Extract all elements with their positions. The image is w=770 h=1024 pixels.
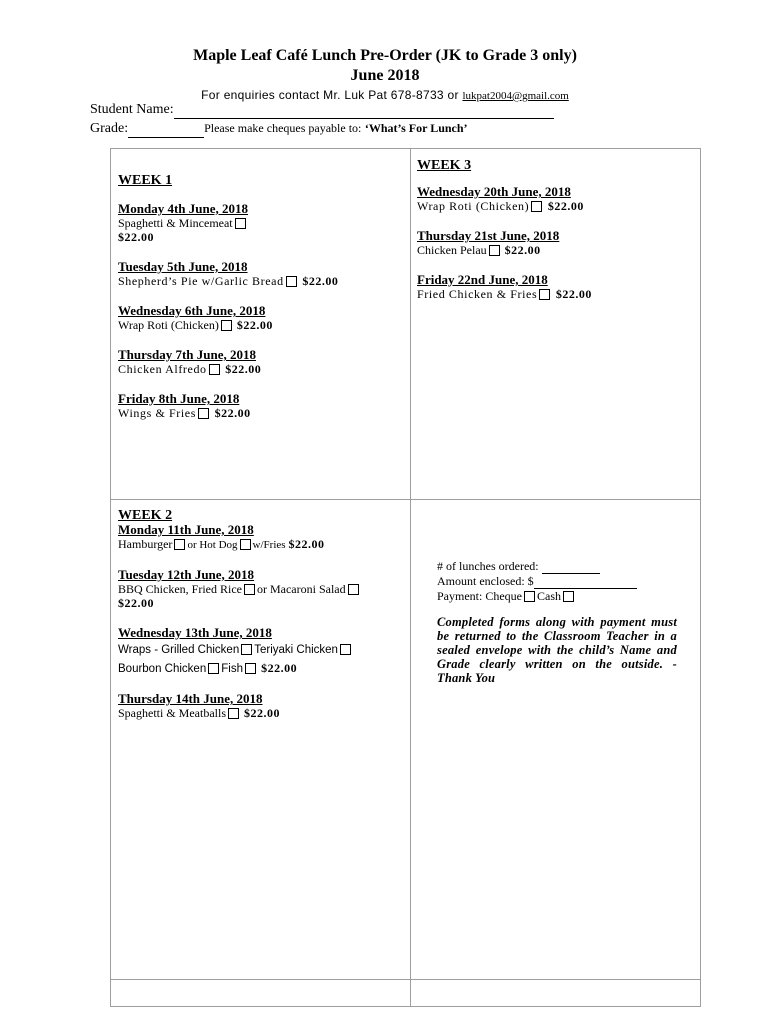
price: $22.00 bbox=[555, 287, 592, 301]
menu-table bbox=[110, 148, 701, 1007]
price: $22.00 bbox=[261, 661, 298, 675]
menu-item: Wraps - Grilled Chicken bbox=[118, 644, 240, 656]
week2-wednesday bbox=[118, 626, 403, 676]
week1-cell bbox=[118, 174, 403, 436]
return-instructions: Completed forms along with payment must be returned to the Classroom Teacher in a sealed envelope with the child’s Name and Grade clearly written on the outside. - Thank You bbox=[437, 615, 677, 685]
payee-name: ‘What’s For Lunch’ bbox=[364, 121, 468, 135]
order-checkbox[interactable] bbox=[208, 663, 219, 674]
lunches-ordered-label: # of lunches ordered: bbox=[437, 559, 539, 573]
order-checkbox[interactable] bbox=[228, 708, 239, 719]
menu-item: Wrap Roti (Chicken) bbox=[417, 199, 530, 213]
week3-title: WEEK 3 bbox=[417, 158, 472, 173]
lunches-ordered-field[interactable] bbox=[542, 559, 600, 574]
price: $22.00 bbox=[243, 706, 280, 720]
cheque-instruction: Please make cheques payable to: bbox=[204, 121, 362, 135]
cheque-checkbox[interactable] bbox=[524, 591, 535, 602]
order-checkbox[interactable] bbox=[489, 245, 500, 256]
week2-monday bbox=[118, 523, 403, 552]
row-divider bbox=[111, 499, 700, 500]
day-date: Wednesday 20th June, 2018 bbox=[417, 184, 571, 199]
form-title: Maple Leaf Café Lunch Pre-Order (JK to Grade 3 only) bbox=[193, 47, 577, 64]
payment-label: Payment: Cheque bbox=[437, 589, 522, 603]
price: $22.00 bbox=[214, 406, 251, 420]
order-checkbox[interactable] bbox=[235, 218, 246, 229]
day-date: Tuesday 5th June, 2018 bbox=[118, 259, 248, 274]
contact-email: lukpat2004@gmail.com bbox=[462, 90, 569, 102]
price: $22.00 bbox=[288, 537, 325, 551]
week2-title: WEEK 2 bbox=[118, 508, 173, 523]
student-name-line bbox=[90, 102, 554, 119]
week3-cell bbox=[417, 159, 697, 317]
menu-item: Fish bbox=[221, 663, 243, 675]
order-checkbox[interactable] bbox=[340, 644, 351, 655]
amount-enclosed-field[interactable] bbox=[534, 574, 637, 589]
week1-wednesday bbox=[118, 304, 403, 332]
week1-friday bbox=[118, 392, 403, 420]
price: $22.00 bbox=[302, 274, 339, 288]
menu-item: Spaghetti & Meatballs bbox=[118, 706, 226, 720]
menu-item: Shepherd’s Pie w/Garlic Bread bbox=[118, 274, 284, 288]
order-checkbox[interactable] bbox=[286, 276, 297, 287]
day-date: Thursday 7th June, 2018 bbox=[118, 347, 256, 362]
week1-thursday bbox=[118, 348, 403, 376]
order-checkbox[interactable] bbox=[240, 539, 251, 550]
day-date: Friday 8th June, 2018 bbox=[118, 391, 240, 406]
day-date: Wednesday 13th June, 2018 bbox=[118, 625, 272, 640]
day-date: Thursday 21st June, 2018 bbox=[417, 228, 560, 243]
contact-text: For enquiries contact Mr. Luk Pat 678-8733 or bbox=[201, 88, 459, 102]
grade-field[interactable] bbox=[128, 121, 204, 138]
menu-item: Teriyaki Chicken bbox=[254, 644, 338, 656]
cash-checkbox[interactable] bbox=[563, 591, 574, 602]
menu-item: Fried Chicken & Fries bbox=[417, 287, 538, 301]
week3-friday bbox=[417, 273, 697, 301]
column-divider bbox=[410, 149, 411, 1006]
row-divider-bottom bbox=[111, 979, 700, 980]
order-checkbox[interactable] bbox=[245, 663, 256, 674]
form-month: June 2018 bbox=[350, 67, 420, 84]
contact-line bbox=[0, 88, 770, 102]
order-checkbox[interactable] bbox=[198, 408, 209, 419]
price: $22.00 bbox=[504, 243, 541, 257]
order-checkbox[interactable] bbox=[174, 539, 185, 550]
day-date: Wednesday 6th June, 2018 bbox=[118, 303, 266, 318]
cash-label: Cash bbox=[536, 589, 561, 603]
grade-line bbox=[90, 121, 468, 138]
price: $22.00 bbox=[547, 199, 584, 213]
menu-item: or Hot Dog bbox=[187, 539, 238, 551]
menu-item: Wrap Roti (Chicken) bbox=[118, 318, 219, 332]
order-checkbox[interactable] bbox=[244, 584, 255, 595]
menu-item: Hamburger bbox=[118, 537, 173, 551]
order-checkbox[interactable] bbox=[531, 201, 542, 212]
price: $22.00 bbox=[225, 362, 262, 376]
order-checkbox[interactable] bbox=[209, 364, 220, 375]
week3-wednesday bbox=[417, 185, 697, 213]
menu-item: BBQ Chicken, Fried Rice bbox=[118, 582, 242, 596]
week2-thursday bbox=[118, 692, 403, 720]
day-date: Monday 4th June, 2018 bbox=[118, 201, 249, 216]
week1-title: WEEK 1 bbox=[118, 173, 173, 188]
week2-cell bbox=[118, 509, 403, 736]
day-date: Monday 11th June, 2018 bbox=[118, 522, 254, 537]
day-date: Thursday 14th June, 2018 bbox=[118, 691, 263, 706]
price: $22.00 bbox=[236, 318, 273, 332]
week2-tuesday bbox=[118, 568, 403, 610]
week1-monday bbox=[118, 202, 403, 244]
student-name-label: Student Name: bbox=[90, 102, 174, 117]
student-name-field[interactable] bbox=[174, 102, 554, 119]
menu-item: Spaghetti & Mincemeat bbox=[118, 216, 233, 230]
menu-item: or Macaroni Salad bbox=[256, 582, 346, 596]
price: $22.00 bbox=[118, 596, 154, 610]
week3-thursday bbox=[417, 229, 697, 257]
order-checkbox[interactable] bbox=[348, 584, 359, 595]
amount-enclosed-label: Amount enclosed: $ bbox=[437, 574, 534, 588]
menu-item: w/Fries bbox=[252, 539, 286, 551]
week1-tuesday bbox=[118, 260, 403, 288]
day-date: Tuesday 12th June, 2018 bbox=[118, 567, 255, 582]
order-checkbox[interactable] bbox=[221, 320, 232, 331]
price: $22.00 bbox=[118, 230, 154, 244]
order-summary-cell bbox=[437, 559, 677, 685]
grade-label: Grade: bbox=[90, 121, 129, 136]
order-checkbox[interactable] bbox=[539, 289, 550, 300]
order-checkbox[interactable] bbox=[241, 644, 252, 655]
day-date: Friday 22nd June, 2018 bbox=[417, 272, 548, 287]
menu-item: Chicken Alfredo bbox=[118, 362, 207, 376]
menu-item: Bourbon Chicken bbox=[118, 663, 207, 675]
menu-item: Wings & Fries bbox=[118, 406, 196, 420]
menu-item: Chicken Pelau bbox=[417, 243, 487, 257]
